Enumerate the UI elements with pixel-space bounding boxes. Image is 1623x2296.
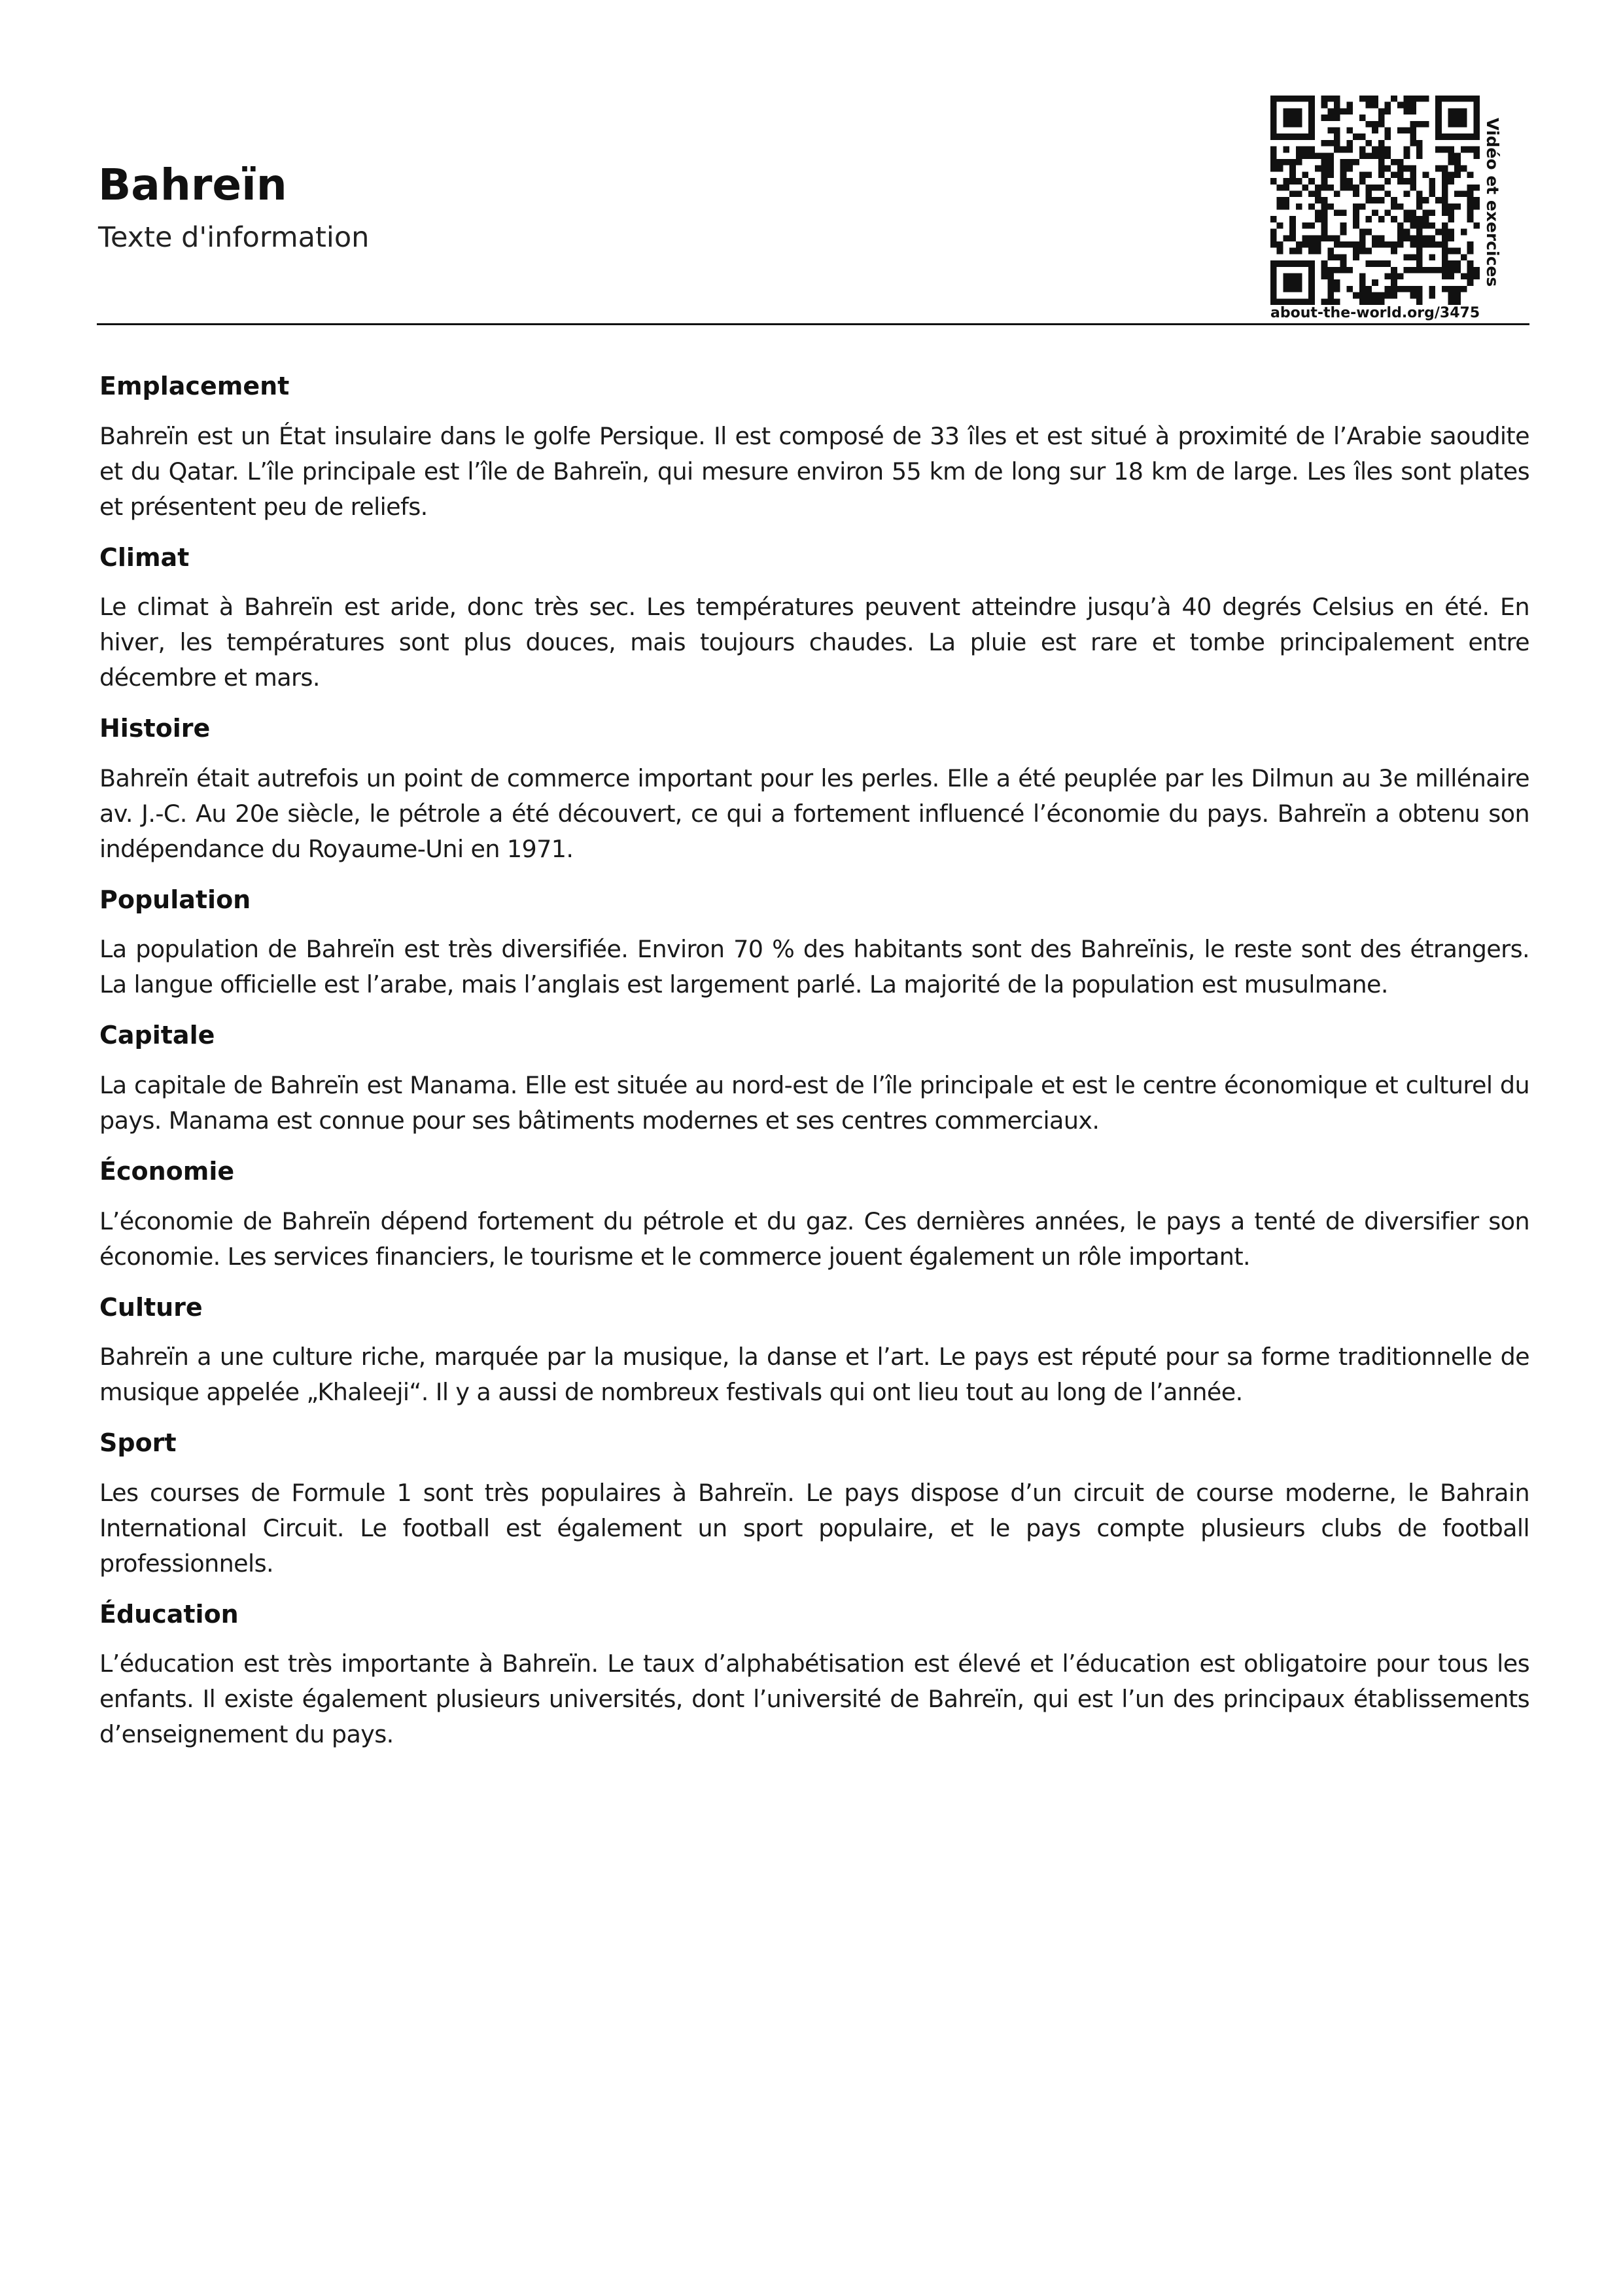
section-heading: Climat — [99, 542, 190, 572]
section-heading: Économie — [99, 1156, 235, 1186]
section-text: La capitale de Bahreïn est Manama. Elle est située au nord-est de l’île principale et est le centre économique et culturel du pays. Manama est connue pour ses bâtiments modernes et ses centres commerciaux. — [99, 1070, 1529, 1135]
section-heading: Capitale — [99, 1021, 215, 1050]
section-text: Bahreïn est un État insulaire dans le golfe Persique. Il est composé de 33 îles et est situé à proximité de l’Arabie saoudite et du Qatar. L’île principale est l’île de Bahreïn, qui mesure environ 55 km de long sur 18 km de large. Les îles sont plates et présentent peu de reliefs. — [99, 421, 1529, 521]
section-culture — [99, 1293, 1529, 1411]
section-education — [99, 1600, 1529, 1753]
section-heading: Population — [99, 885, 251, 914]
qr-url-link[interactable]: about-the-world.org/3475 — [1270, 305, 1480, 321]
section-climat — [99, 543, 1529, 696]
qr-code-icon[interactable] — [1270, 96, 1480, 305]
section-emplacement — [99, 372, 1529, 525]
section-economie — [99, 1157, 1529, 1275]
section-text: Les courses de Formule 1 sont très populaires à Bahreïn. Le pays dispose d’un circuit de course moderne, le Bahrain International Circuit. Le football est également un sport populaire, et le pays compte plusieurs clubs de football professionnels. — [99, 1478, 1529, 1578]
section-text: La population de Bahreïn est très diversifiée. Environ 70 % des habitants sont des Bahreïnis, le reste sont des étrangers. La langue officielle est l’arabe, mais l’anglais est largement parlé. La majorité de la population est musulmane. — [99, 935, 1529, 999]
section-heading: Histoire — [99, 714, 211, 743]
section-heading: Culture — [99, 1292, 203, 1322]
section-capitale — [99, 1021, 1529, 1139]
section-text: Bahreïn a une culture riche, marquée par la musique, la danse et l’art. Le pays est réputé pour sa forme traditionnelle de musique appelée „Khaleeji“. Il y a aussi de nombreux festivals qui ont lieu tout au long de l’année. — [99, 1343, 1529, 1407]
section-population — [99, 885, 1529, 1003]
section-heading: Emplacement — [99, 372, 290, 400]
section-heading: Sport — [99, 1428, 177, 1458]
qr-side-label-text: Vidéo et exercices — [1483, 118, 1502, 287]
section-text: Bahreïn était autrefois un point de commerce important pour les perles. Elle a été peuplée par les Dilmun au 3e millénaire av. J.-C. Au 20e siècle, le pétrole a été découvert, ce qui a fortement influencé l’économie du pays. Bahreïn a obtenu son indépendance du Royaume-Uni en 1971. — [99, 764, 1529, 863]
document-body — [99, 372, 1529, 1771]
page-title: Bahreïn — [98, 160, 287, 210]
section-text: L’éducation est très importante à Bahreïn. Le taux d’alphabétisation est élevé et l’éducation est obligatoire pour tous les enfants. Il existe également plusieurs universités, dont l’université de Bahreïn, qui est l’un des principaux établissements d’enseignement du pays. — [99, 1650, 1529, 1749]
header-divider — [97, 323, 1529, 325]
section-histoire — [99, 714, 1529, 867]
page-subtitle: Texte d'information — [98, 221, 370, 254]
qr-side-label — [1483, 118, 1515, 301]
section-heading: Éducation — [99, 1599, 239, 1629]
section-text: L’économie de Bahreïn dépend fortement du pétrole et du gaz. Ces dernières années, le pays a tenté de diversifier son économie. Les services financiers, le tourisme et le commerce jouent également un rôle important. — [99, 1207, 1529, 1271]
section-text: Le climat à Bahreïn est aride, donc très sec. Les températures peuvent atteindre jusqu’à 40 degrés Celsius en été. En hiver, les températures sont plus douces, mais toujours chaudes. La pluie est rare et tombe principalement entre décembre et mars. — [99, 593, 1529, 692]
section-sport — [99, 1428, 1529, 1581]
